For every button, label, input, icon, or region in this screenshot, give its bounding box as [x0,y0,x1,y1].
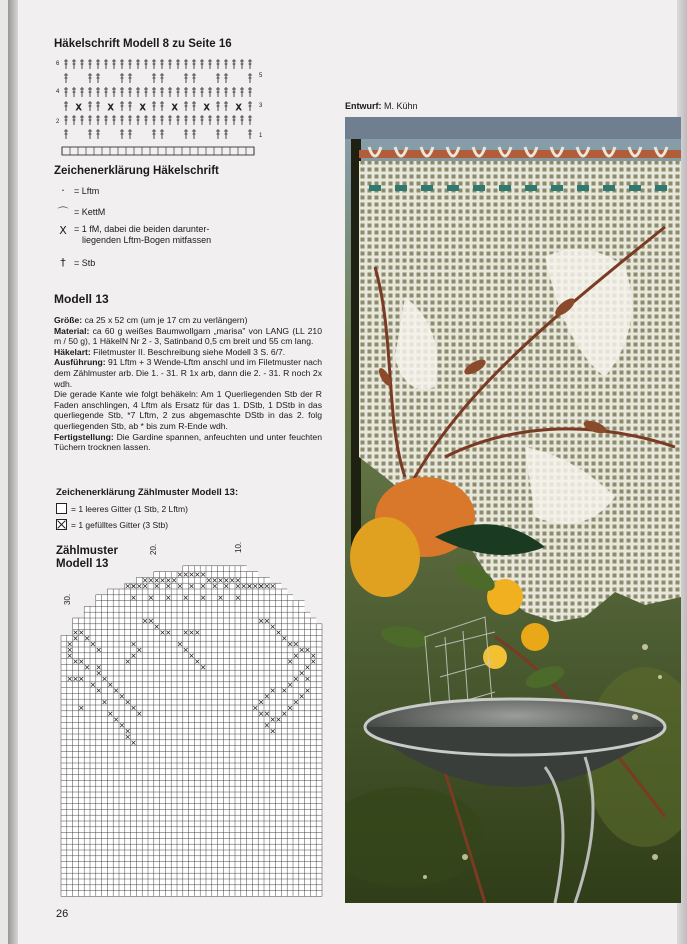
double-crochet-symbol [152,73,156,83]
legend-item-chain: · = Lftm [56,184,99,197]
double-crochet-symbol [64,59,68,69]
legend-item-empty-box: = 1 leeres Gitter (1 Stb, 2 Lftm) [56,503,188,514]
double-crochet-symbol [224,129,228,139]
double-crochet-symbol [168,87,172,97]
single-crochet-symbol: X [108,103,114,112]
double-crochet-symbol [152,129,156,139]
double-crochet-symbol [152,59,156,69]
double-crochet-symbol [120,101,124,111]
double-crochet-symbol [240,87,244,97]
double-crochet-symbol [64,115,68,125]
double-crochet-symbol [168,115,172,125]
double-crochet-symbol [192,59,196,69]
grid-column-bg [235,566,241,897]
double-crochet-symbol [64,73,68,83]
row-number: 6 [56,61,60,67]
legend-item-slip: ⌒ = KettM [57,206,106,219]
double-crochet-symbol [184,129,188,139]
grid-column-bg [200,566,206,897]
double-crochet-symbol [80,115,84,125]
double-crochet-symbol [104,59,108,69]
grid-title: Zählmuster Modell 13 [56,545,118,570]
double-crochet-symbol [184,59,188,69]
grid-column-bg [113,589,119,896]
grid-column-bg [305,612,311,896]
double-crochet-symbol [160,129,164,139]
grid-column-bg [212,566,218,897]
single-crochet-symbol: X [236,103,242,112]
double-crochet-symbol [248,59,252,69]
double-crochet-symbol [208,115,212,125]
double-crochet-symbol [248,87,252,97]
double-crochet-symbol [248,129,252,139]
double-crochet-symbol [128,73,132,83]
double-crochet-symbol [88,73,92,83]
double-crochet-symbol [240,59,244,69]
double-crochet-symbol [184,101,188,111]
double-crochet-symbol [168,59,172,69]
double-crochet-symbol [144,115,148,125]
double-crochet-symbol [192,73,196,83]
double-crochet-symbol [120,129,124,139]
double-crochet-symbol [248,73,252,83]
double-crochet-symbol [88,129,92,139]
double-crochet-symbol [248,101,252,111]
double-crochet-symbol [96,115,100,125]
double-crochet-symbol [128,101,132,111]
double-crochet-symbol [160,101,164,111]
double-crochet-symbol [72,115,76,125]
double-crochet-symbol [176,87,180,97]
grid-column-bg [206,566,212,897]
double-crochet-symbol [96,129,100,139]
double-crochet-symbol [160,73,164,83]
double-crochet-symbol [232,59,236,69]
crochet-chart [56,55,266,157]
double-crochet-symbol [192,87,196,97]
empty-box-icon [56,503,67,514]
double-crochet-symbol [112,87,116,97]
double-crochet-symbol [208,87,212,97]
double-crochet-symbol [120,115,124,125]
double-crochet-symbol [224,73,228,83]
grid-column-label: 20. [149,543,158,555]
grid-column-bg [223,566,229,897]
double-crochet-symbol [64,101,68,111]
double-crochet-symbol [232,115,236,125]
grid-column-bg [61,635,67,896]
double-crochet-symbol [200,115,204,125]
double-crochet-symbol [72,59,76,69]
grid-column-bg [316,624,322,897]
grid-column-bg [119,589,125,896]
grid-column-bg [264,577,270,896]
double-crochet-symbol [184,87,188,97]
double-crochet-symbol [224,115,228,125]
double-crochet-symbol [200,87,204,97]
double-crochet-symbol [216,73,220,83]
double-crochet-symbol [200,59,204,69]
filled-box-icon [56,519,67,530]
legend-item-double-crochet: † = Stb [56,256,95,269]
double-crochet-symbol [96,73,100,83]
row-number: 1 [259,133,263,139]
double-crochet-symbol [88,101,92,111]
curtain-photo [345,117,681,903]
double-crochet-symbol [216,59,220,69]
single-crochet-symbol: X [140,103,146,112]
double-crochet-symbol [80,87,84,97]
double-crochet-symbol [112,59,116,69]
legend-item-single-crochet: X = 1 fM, dabei die beiden darunter- liegenden Lftm-Bogen mitfassen [56,224,211,246]
grid-column-bg [293,601,299,897]
single-crochet-icon: X [59,224,67,237]
double-crochet-symbol [216,101,220,111]
double-crochet-symbol [128,59,132,69]
grid-column-bg [241,566,247,897]
double-crochet-symbol [64,129,68,139]
double-crochet-symbol [88,115,92,125]
double-crochet-symbol [184,73,188,83]
double-crochet-symbol [96,59,100,69]
double-crochet-symbol [104,87,108,97]
grid-column-bg [258,577,264,896]
double-crochet-symbol [240,115,244,125]
grid-column-label: 10. [234,541,243,553]
double-crochet-symbol [144,87,148,97]
double-crochet-symbol [72,87,76,97]
double-crochet-symbol [176,115,180,125]
grid-column-bg [281,589,287,896]
grid-column-bg [107,589,113,896]
grid-column-bg [299,601,305,897]
double-crochet-symbol [128,87,132,97]
grid-column-bg [183,566,189,897]
design-credit: Entwurf: M. Kühn [345,101,418,111]
grid-column-bg [148,577,154,896]
double-crochet-symbol [120,59,124,69]
row-number: 3 [259,103,263,109]
double-crochet-symbol [88,87,92,97]
instructions-text: Größe: ca 25 x 52 cm (um je 17 cm zu verlängern) Material: ca 60 g weißes Baumwollgarn „marisa" von LANG (LL 210 m / 50 g), 1 HäkelN Nr 2 - 3, Satinband 0,5 cm breit und 55 cm lang. Häkelart: Filetmuster II. Beschreibung siehe Modell 3 S. 6/7. Ausführung: 91 Lftm + 3 Wende-Lftm anschl und im Filetmuster nach dem Zählmuster arb. Die 1. - 31. R 1x arb, dann die 2. - 31. R noch 2x wdh. Die gerade Kante wie folgt behäkeln: Am 1 Querliegenden Stb der R Faden anschlingen, 4 Lftm als Ersatz für das 1. DStb, 1 DStb in das querliegende Stb, *7 Lftm, 2 zus abgemaschte DStb in das 2. folg querliegenden Stb, ab * bis zum R-Ende wdh. Fertigstellung: Die Gardine spannen, anfeuchten und unter feuchten Tüchern trocknen lassen. [54,315,322,453]
double-crochet-symbol [120,87,124,97]
double-crochet-symbol [224,59,228,69]
slip-stitch-icon: ⌒ [57,206,69,219]
grid-column-bg [194,566,200,897]
double-crochet-symbol [136,87,140,97]
double-crochet-symbol [232,87,236,97]
double-crochet-symbol [80,59,84,69]
filet-count-grid [56,535,331,907]
grid-column-bg [189,566,195,897]
double-crochet-symbol [224,101,228,111]
double-crochet-symbol [192,129,196,139]
double-crochet-symbol [96,87,100,97]
double-crochet-symbol [152,87,156,97]
double-crochet-icon: † [60,256,66,269]
double-crochet-symbol [216,115,220,125]
double-crochet-symbol [160,59,164,69]
double-crochet-symbol [192,115,196,125]
double-crochet-symbol [152,115,156,125]
row-number: 4 [56,89,60,95]
page-number: 26 [56,908,69,920]
double-crochet-symbol [64,87,68,97]
row-number: 2 [56,119,60,125]
grid-column-bg [218,566,224,897]
double-crochet-symbol [248,115,252,125]
double-crochet-symbol [160,87,164,97]
legend-crochet-title: Zeichenerklärung Häkelschrift [54,165,219,177]
double-crochet-symbol [160,115,164,125]
model-title: Modell 13 [54,292,109,306]
double-crochet-symbol [144,59,148,69]
page-gutter-shadow [8,0,18,944]
double-crochet-symbol [152,101,156,111]
row-number: 5 [259,73,263,79]
double-crochet-symbol [224,87,228,97]
double-crochet-symbol [120,73,124,83]
grid-column-bg [67,635,73,896]
single-crochet-symbol: X [172,103,178,112]
double-crochet-symbol [216,129,220,139]
double-crochet-symbol [208,59,212,69]
double-crochet-symbol [136,59,140,69]
legend-grid-title: Zeichenerklärung Zählmuster Modell 13: [56,487,239,498]
double-crochet-symbol [192,101,196,111]
grid-row-label: 30. [63,593,72,605]
chain-stitch-icon: · [61,184,65,197]
double-crochet-symbol [96,101,100,111]
legend-item-filled-box: = 1 gefülltes Gitter (3 Stb) [56,519,168,530]
double-crochet-symbol [136,115,140,125]
crochet-chart-title: Häkelschrift Modell 8 zu Seite 16 [54,38,232,50]
double-crochet-symbol [216,87,220,97]
double-crochet-symbol [184,115,188,125]
single-crochet-symbol: X [204,103,210,112]
double-crochet-symbol [128,129,132,139]
double-crochet-symbol [112,115,116,125]
grid-column-bg [229,566,235,897]
double-crochet-symbol [88,59,92,69]
double-crochet-symbol [176,59,180,69]
double-crochet-symbol [128,115,132,125]
double-crochet-symbol [104,115,108,125]
grid-column-bg [142,577,148,896]
single-crochet-symbol: X [76,103,82,112]
grid-column-bg [136,577,142,896]
